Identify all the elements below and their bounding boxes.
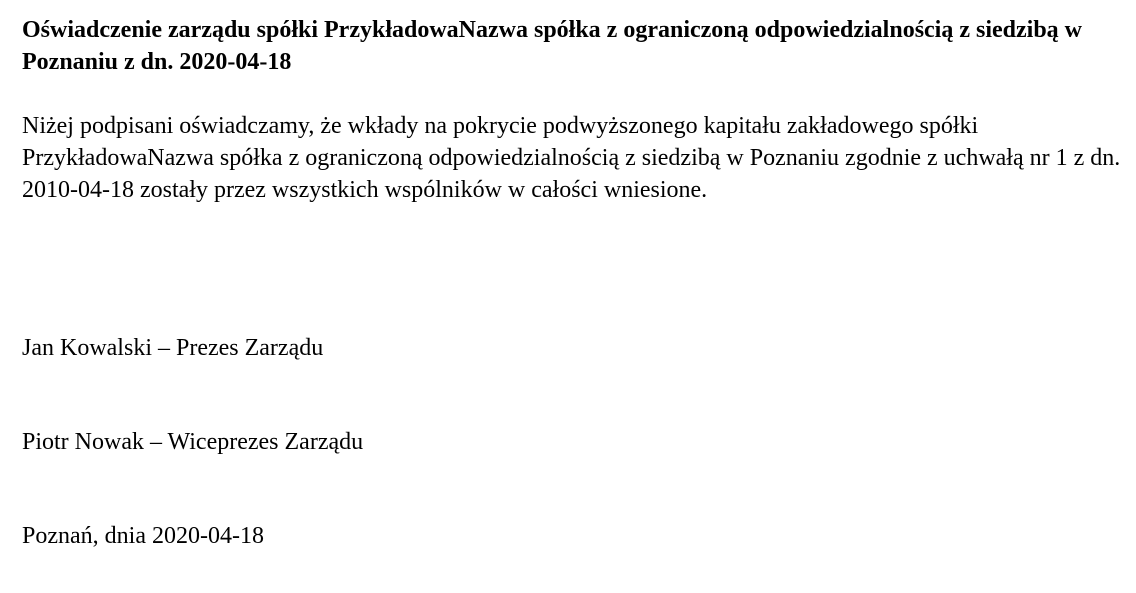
signatory-president: Jan Kowalski – Prezes Zarządu — [22, 335, 324, 361]
document-title: Oświadczenie zarządu spółki PrzykładowaNazwa spółka z ograniczoną odpowiedzialnością z siedzibą w Poznaniu z dn. 2020-04-18 — [22, 17, 1083, 75]
document — [22, 14, 1122, 206]
document-body: Niżej podpisani oświadczamy, że wkłady na pokrycie podwyższonego kapitału zakładowego spółki PrzykładowaNazwa spółka z ograniczoną odpowiedzialnością z siedzibą w Poznaniu zgodnie z uchwałą nr 1 z dn. 2010-04-18 zostały przez wszystkich wspólników w całości wniesione. — [22, 113, 1121, 203]
place-and-date: Poznań, dnia 2020-04-18 — [22, 523, 264, 549]
signatory-vice-president: Piotr Nowak – Wiceprezes Zarządu — [22, 429, 364, 455]
